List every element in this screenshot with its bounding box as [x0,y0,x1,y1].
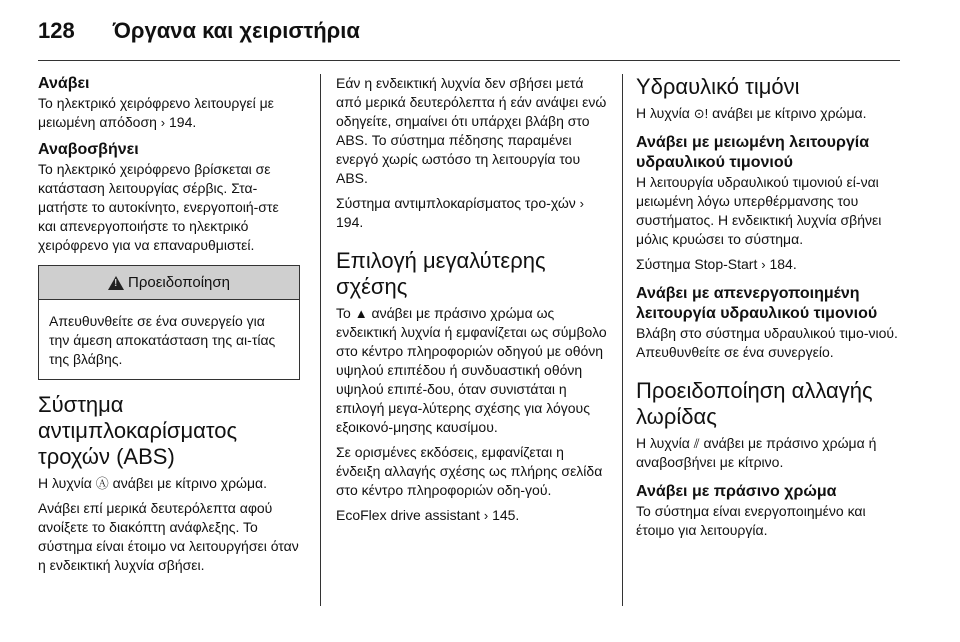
paragraph: Το σύστημα είναι ενεργοποιημένο και έτοιμο για λειτουργία. [636,503,866,538]
paragraph: Βλάβη στο σύστημα υδραυλικού τιμο-νιού. Απευθυνθείτε σε ένα συνεργείο. [636,325,898,360]
subsection-heading: Ανάβει με μειωμένη λειτουργία υδραυλικού τιμονιού [636,134,870,171]
paragraph: Σύστημα αντιμπλοκαρίσματος τρο-χών › 194. [336,195,584,230]
page-title: Όργανα και χειριστήρια [112,18,360,43]
column-3 [636,74,904,546]
column-2 [336,74,608,531]
paragraph: Σε ορισμένες εκδόσεις, εμφανίζεται η ένδειξη αλλαγής σχέσης ως πλήρης σελίδα στο κέντρο πληροφοριών οδη-γού. [336,444,603,498]
page-number: 128 [38,18,75,43]
section-heading: Αναβοσβήνει [38,141,139,158]
upshift-indicator-icon: ▲ [354,306,368,321]
column-divider [320,74,321,606]
paragraph: Η λυχνία Ⓐ ανάβει με κίτρινο χρώμα. [38,475,268,491]
subsection-heading: Ανάβει με πράσινο χρώμα [636,483,837,500]
page-reference-arrow-icon: › [761,257,766,272]
lane-departure-warning-icon: ⫽ [693,436,700,451]
paragraph: Η λειτουργία υδραυλικού τιμονιού εί-ναι μειωμένη λόγω υπερθέρμανσης του συστήματος. Η ενδεικτική λυχνία σβήνει μόλις κρυώσει το σύστημα. [636,174,882,247]
page-reference-arrow-icon: › [483,508,489,523]
header-rule [38,60,900,61]
paragraph: Εάν η ενδεικτική λυχνία δεν σβήσει μετά από μερικά δευτερόλεπτα ή εάν ανάψει ενώ οδηγείτε, σημαίνει ότι υπάρχει βλάβη στο ABS. Το σύστημα πέδησης παραμένει ενεργό χωρίς ωστόσο τη λειτουργία του ABS. [336,75,607,186]
page-reference-arrow-icon: › [579,196,584,211]
section-heading: Ανάβει [38,75,90,92]
paragraph: Το ηλεκτρικό χειρόφρενο βρίσκεται σε κατάσταση λειτουργίας σέρβις. Στα-ματήστε το αυτοκίνητο, ενεργοποιή-στε και απενεργοποιήστε το ηλεκτρικό χειρόφρενο για να επαναρυθμιστεί. [38,161,279,253]
section-flashing [38,140,300,255]
paragraph: Σύστημα Stop-Start › 184. [636,256,797,272]
column-divider [622,74,623,606]
section-heading-gear: Επιλογή μεγαλύτερης σχέσης [336,248,546,299]
section-lights-on [38,74,300,132]
page-reference-arrow-icon: › [160,115,166,130]
section-heading-abs: Σύστημα αντιμπλοκαρίσματος τροχών (ABS) [38,392,238,469]
warning-header [39,266,299,300]
warning-text: Απευθυνθείτε σε ένα συνεργείο για την άμεση αποκατάσταση της αι-τίας της βλάβης. [49,313,276,367]
warning-triangle-icon [108,276,124,290]
paragraph: Το ηλεκτρικό χειρόφρενο λειτουργεί με μειωμένη απόδοση › 194. [38,95,274,130]
paragraph: Το ▲ ανάβει με πράσινο χρώμα ως ενδεικτική λυχνία ή εμφανίζεται ως σύμβολο στο κέντρο πληροφοριών οδηγού με οθόνη υψηλού επιπέδου ή συνδυαστική οθόνη υψηλού επιπέ-δου, όταν συνιστάται η επιλογή μεγα-λύτερης σχέσης για λόγους εξοικονό-μησης καυσίμου. [336,305,607,435]
paragraph: EcoFlex drive assistant › 145. [336,507,520,523]
paragraph: Η λυχνία ⫽ ανάβει με πράσινο χρώμα ή αναβοσβήνει με κίτρινο. [636,435,877,470]
column-1 [38,74,300,581]
warning-title: Προειδοποίηση [128,274,230,291]
power-steering-warning-icon: ⊙! [693,106,709,121]
subsection-heading: Ανάβει με απενεργοποιημένη λειτουργία υδραυλικού τιμονιού [636,285,878,322]
abs-warning-light-icon: Ⓐ [95,476,109,491]
section-heading-lane: Προειδοποίηση αλλαγής λωρίδας [636,378,873,429]
paragraph: Ανάβει επί μερικά δευτερόλεπτα αφού ανοίξετε το διακόπτη ανάφλεξης. Το σύστημα είναι έτοιμο να λειτουργήσει όταν η ενδεικτική λυχνία σβήσει. [38,500,299,573]
paragraph: Η λυχνία ⊙! ανάβει με κίτρινο χρώμα. [636,105,867,121]
section-heading-steering: Υδραυλικό τιμόνι [636,74,800,99]
warning-box [38,265,300,380]
page-header [38,18,360,48]
